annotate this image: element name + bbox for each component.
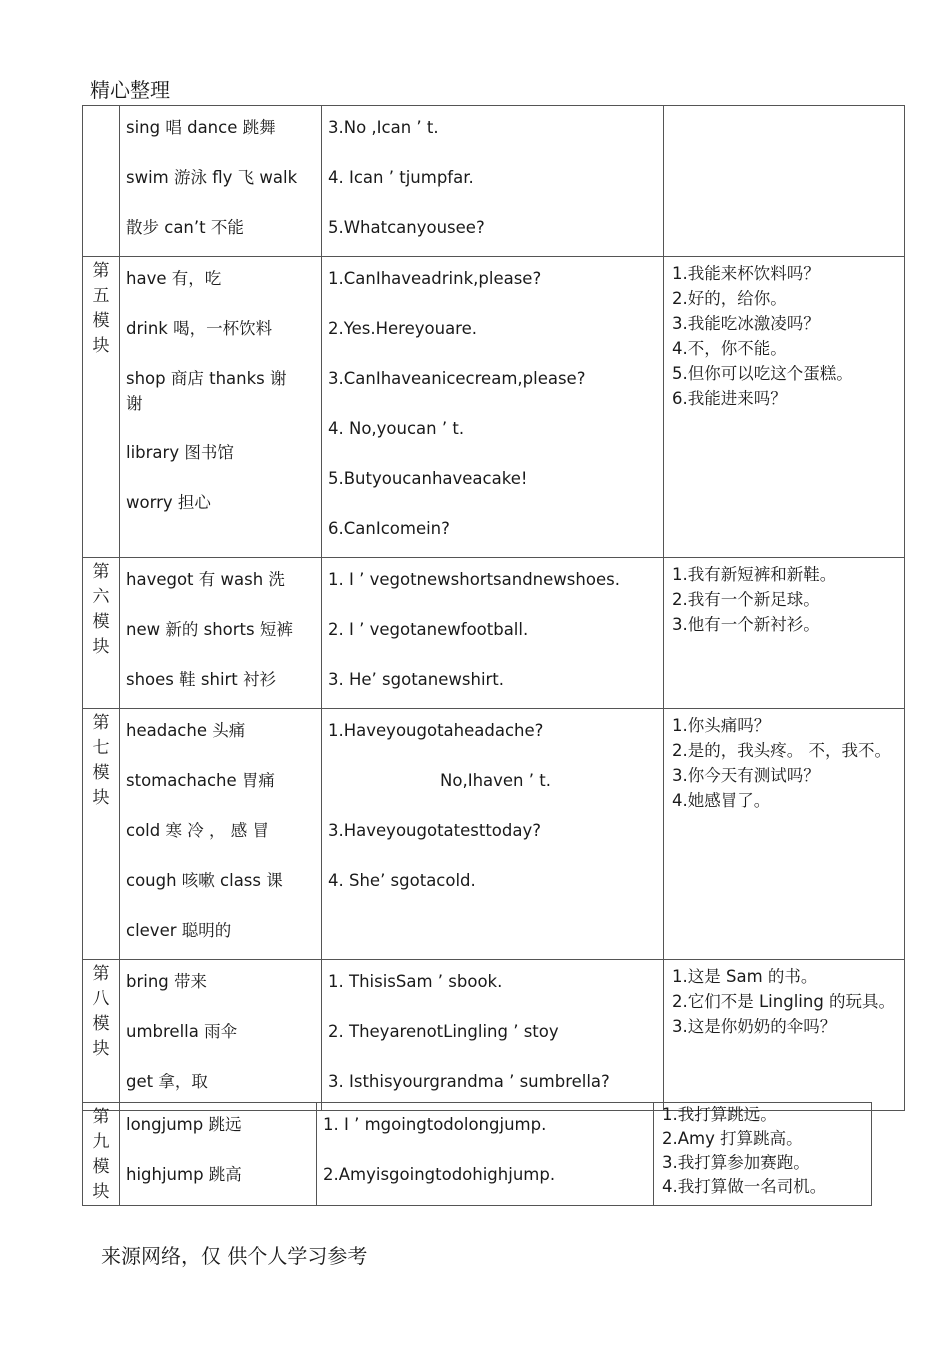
module-label-char: 块 xyxy=(92,336,110,356)
sentence-line: 5.Butyoucanhaveacake! xyxy=(328,469,528,488)
word-line: drink 喝，一杯饮料 xyxy=(126,319,273,338)
sentence-line: 2. I ’ vegotanewfootball. xyxy=(328,620,529,639)
module-label-char: 第 xyxy=(92,713,110,733)
vocabulary-table-continued xyxy=(82,1102,872,1206)
word-line: bring 带来 xyxy=(126,972,208,991)
sentence-line: 3.CanIhaveanicecream,please? xyxy=(328,369,586,388)
sentence-line: 2. TheyarenotLingling ’ stoy xyxy=(328,1022,559,1041)
word-line: umbrella 雨伞 xyxy=(126,1022,238,1041)
page-footer: 来源网络，仅 供个人学习参考 xyxy=(101,1244,368,1268)
translation-line: 3.这是你奶奶的伞吗？ xyxy=(672,1017,837,1036)
translation-line: 3.我打算参加赛跑。 xyxy=(662,1153,810,1172)
module-label-char: 九 xyxy=(92,1132,110,1152)
translation-line: 4.不，你不能。 xyxy=(672,339,787,358)
module-label-char: 第 xyxy=(92,964,110,984)
translations-cell xyxy=(664,709,905,960)
sentence-line: 2.Yes.Hereyouare. xyxy=(328,319,477,338)
translation-line: 4.她感冒了。 xyxy=(672,791,771,810)
sentences-cell xyxy=(322,709,664,960)
module-label-char: 第 xyxy=(92,261,110,281)
translations-cell xyxy=(664,558,905,709)
module-label-char: 第 xyxy=(92,562,110,582)
translation-line: 2.是的，我头疼。 不，我不。 xyxy=(672,741,891,760)
sentence-line: 1. ThisisSam ’ sbook. xyxy=(328,972,503,991)
words-cell xyxy=(120,960,322,1111)
module-label-char: 第 xyxy=(92,1107,110,1127)
sentences-cell xyxy=(322,960,664,1111)
word-line: sing 唱 dance 跳舞 xyxy=(126,118,276,137)
word-line: stomachache 胃痛 xyxy=(126,771,275,790)
translations-cell xyxy=(654,1103,872,1206)
translations-cell xyxy=(664,106,905,257)
translation-line: 3.他有一个新衬衫。 xyxy=(672,615,820,634)
module-cell xyxy=(83,558,120,709)
table-row xyxy=(83,709,905,960)
word-line: 散步 can’t 不能 xyxy=(126,218,244,237)
words-cell xyxy=(120,558,322,709)
sentence-line: 5.Whatcanyousee? xyxy=(328,218,485,237)
sentence-line: 3. Isthisyourgrandma ’ sumbrella? xyxy=(328,1072,610,1091)
sentence-line: 6.CanIcomein? xyxy=(328,519,450,538)
word-line: havegot 有 wash 洗 xyxy=(126,570,285,589)
sentences-cell xyxy=(317,1103,654,1206)
module-label-char: 块 xyxy=(92,1182,110,1202)
table-row xyxy=(83,558,905,709)
sentence-line: 3. He’ sgotanewshirt. xyxy=(328,670,505,689)
word-line: get 拿，取 xyxy=(126,1072,208,1091)
word-line: cold 寒 冷 ， 感 冒 xyxy=(126,821,269,840)
module-label-char: 六 xyxy=(92,587,110,607)
translation-line: 2.我有一个新足球。 xyxy=(672,590,820,609)
module-cell xyxy=(83,709,120,960)
word-line: library 图书馆 xyxy=(126,443,234,462)
word-line: clever 聪明的 xyxy=(126,921,232,940)
translation-line: 2.它们不是 Lingling 的玩具。 xyxy=(672,992,896,1011)
word-line: shoes 鞋 shirt 衬衫 xyxy=(126,670,277,689)
translation-line: 1.我能来杯饮料吗？ xyxy=(672,264,820,283)
word-line: longjump 跳远 xyxy=(126,1115,242,1134)
table-row xyxy=(83,960,905,1111)
translation-line: 6.我能进来吗？ xyxy=(672,389,787,408)
sentence-line: 1.CanIhaveadrink,please? xyxy=(328,269,542,288)
words-cell xyxy=(120,106,322,257)
translation-line: 3.你今天有测试吗？ xyxy=(672,766,820,785)
word-line: swim 游泳 fly 飞 walk xyxy=(126,168,298,187)
translation-line: 1.你头痛吗？ xyxy=(672,716,771,735)
module-label-char: 模 xyxy=(92,612,110,632)
sentence-line: 1. I ’ vegotnewshortsandnewshoes. xyxy=(328,570,620,589)
module-cell xyxy=(83,106,120,257)
page-header: 精心整理 xyxy=(90,78,170,102)
module-label-char: 块 xyxy=(92,788,110,808)
translation-line: 1.这是 Sam 的书。 xyxy=(672,967,818,986)
module-label-char: 五 xyxy=(92,286,110,306)
sentence-line: 1.Haveyougotaheadache? xyxy=(328,721,544,740)
module-label-char: 模 xyxy=(92,763,110,783)
module-cell xyxy=(83,257,120,558)
module-label-char: 模 xyxy=(92,311,110,331)
word-line: cough 咳嗽 class 课 xyxy=(126,871,283,890)
word-line: headache 头痛 xyxy=(126,721,246,740)
sentence-line: 3.Haveyougotatesttoday? xyxy=(328,821,542,840)
sentence-line: 2.Amyisgoingtodohighjump. xyxy=(323,1165,556,1184)
module-cell xyxy=(83,960,120,1111)
translation-line: 5.但你可以吃这个蛋糕。 xyxy=(672,364,853,383)
translation-line: 2.好的，给你。 xyxy=(672,289,787,308)
word-line: new 新的 shorts 短裤 xyxy=(126,620,293,639)
module-label-char: 模 xyxy=(92,1014,110,1034)
module-label-char: 模 xyxy=(92,1157,110,1177)
sentences-cell xyxy=(322,257,664,558)
word-line: shop 商店 thanks 谢 xyxy=(126,369,287,388)
translations-cell xyxy=(664,257,905,558)
words-cell xyxy=(120,1103,317,1206)
vocabulary-table xyxy=(82,105,905,1111)
sentence-line: 4. She’ sgotacold. xyxy=(328,871,476,890)
translations-cell xyxy=(664,960,905,1111)
word-line: highjump 跳高 xyxy=(126,1165,242,1184)
sentence-line: 4. Ican ’ tjumpfar. xyxy=(328,168,474,187)
module-label-char: 七 xyxy=(92,738,110,758)
sentence-line: 4. No,youcan ’ t. xyxy=(328,419,465,438)
module-label-char: 块 xyxy=(92,637,110,657)
sentence-line: 3.No ,Ican ’ t. xyxy=(328,118,439,137)
translation-line: 2.Amy 打算跳高。 xyxy=(662,1129,803,1148)
translation-line: 1.我打算跳远。 xyxy=(662,1105,777,1124)
table-row xyxy=(83,1103,872,1206)
module-label-char: 块 xyxy=(92,1039,110,1059)
words-cell xyxy=(120,257,322,558)
sentence-line: No,Ihaven ’ t. xyxy=(440,771,551,790)
table-row xyxy=(83,257,905,558)
sentence-line: 1. I ’ mgoingtodolongjump. xyxy=(323,1115,547,1134)
module-cell xyxy=(83,1103,120,1206)
translation-line: 1.我有新短裤和新鞋。 xyxy=(672,565,837,584)
word-line: have 有，吃 xyxy=(126,269,222,288)
sentences-cell xyxy=(322,106,664,257)
sentences-cell xyxy=(322,558,664,709)
words-cell xyxy=(120,709,322,960)
word-line: worry 担心 xyxy=(126,493,211,512)
translation-line: 3.我能吃冰激凌吗？ xyxy=(672,314,820,333)
module-label-char: 八 xyxy=(92,989,110,1009)
translation-line: 4.我打算做一名司机。 xyxy=(662,1177,827,1196)
table-row xyxy=(83,106,905,257)
word-line: 谢 xyxy=(126,394,143,413)
